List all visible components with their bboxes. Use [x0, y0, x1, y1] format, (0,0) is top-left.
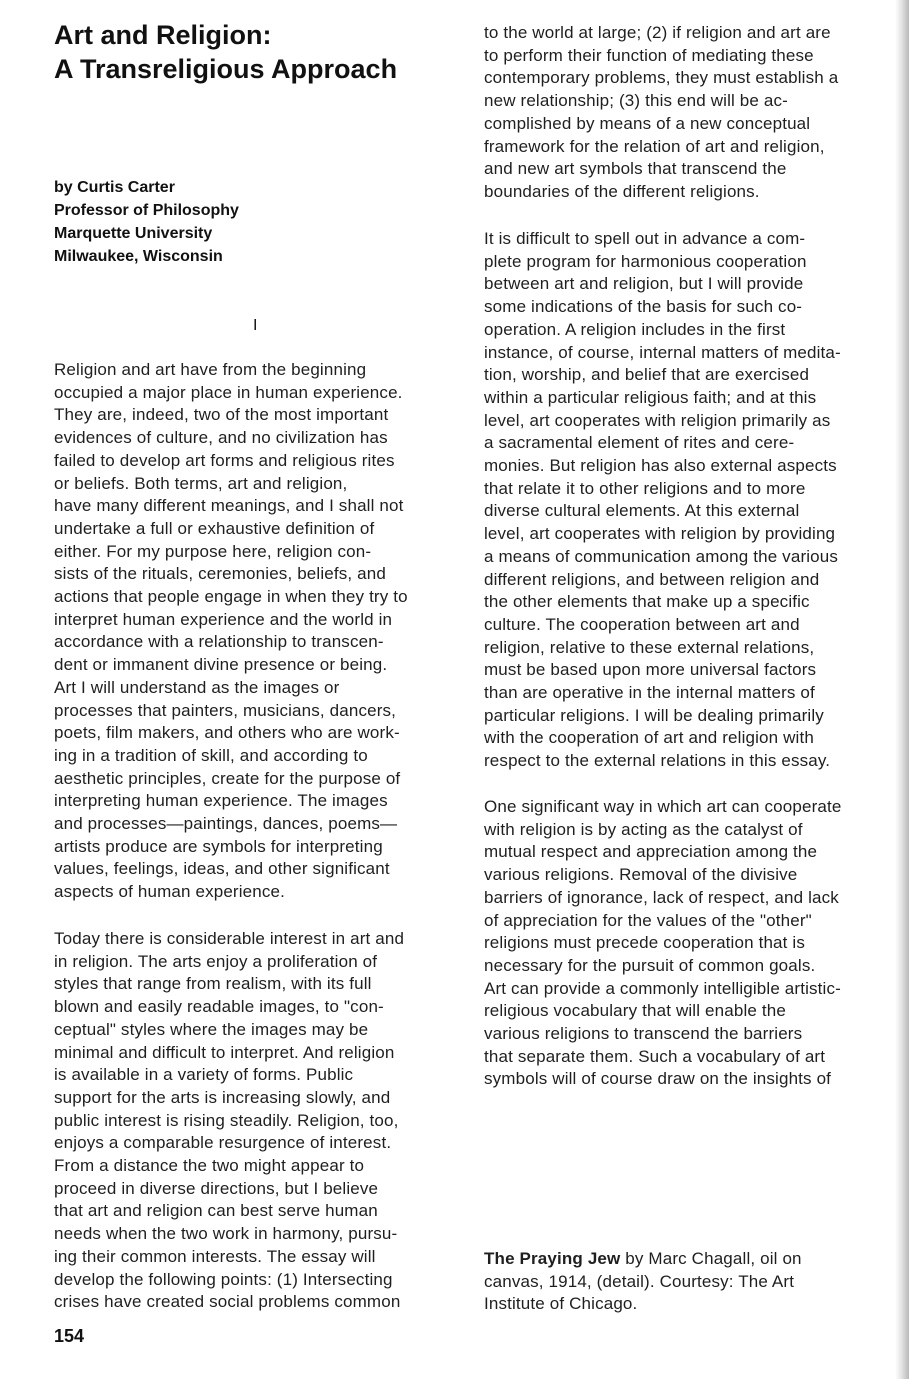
text-line: religions must precede cooperation that is: [484, 933, 805, 953]
text-line: accordance with a relationship to transcen-: [54, 632, 384, 652]
text-line: support for the arts is increasing slowly, and: [54, 1087, 391, 1107]
text-line: to perform their function of mediating these: [484, 45, 814, 65]
text-line: aspects of human experience.: [54, 882, 286, 902]
text-line: various religions. Removal of the divisive: [484, 865, 798, 885]
text-line: of appreciation for the values of the "other": [484, 910, 812, 930]
article-title: [54, 18, 454, 86]
text-line: level, art cooperates with religion by providing: [484, 524, 836, 544]
text-line: level, art cooperates with religion primarily as: [484, 410, 831, 430]
text-line: complished by means of a new conceptual: [484, 113, 811, 133]
text-line: It is difficult to spell out in advance a com-: [484, 229, 806, 248]
text-line: contemporary problems, they must establish a: [484, 68, 839, 88]
byline-institution: Marquette University: [54, 225, 213, 242]
text-line: occupied a major place in human experience.: [54, 382, 403, 402]
text-line: develop the following points: (1) Intersecting: [54, 1269, 393, 1289]
caption-work-title: The Praying Jew: [484, 1249, 621, 1268]
text-line: either. For my purpose here, religion con-: [54, 541, 372, 561]
page-number: 154: [54, 1326, 85, 1346]
text-line: instance, of course, internal matters of medita-: [484, 342, 841, 362]
text-line: within a particular religious faith; and at this: [484, 387, 817, 407]
text-line: operation. A religion includes in the first: [484, 319, 786, 339]
text-line: ing their common interests. The essay will: [54, 1246, 376, 1266]
text-line: minimal and difficult to interpret. And religion: [54, 1042, 395, 1062]
text-line: respect to the external relations in this essay.: [484, 751, 831, 771]
text-line: From a distance the two might appear to: [54, 1156, 365, 1176]
text-line: values, feelings, ideas, and other significant: [54, 859, 390, 879]
text-line: religious vocabulary that will enable the: [484, 1001, 786, 1021]
text-line: aesthetic principles, create for the purpose of: [54, 768, 401, 788]
left-paragraph-1: [54, 359, 464, 904]
text-line: new relationship; (3) this end will be ac-: [484, 91, 788, 111]
author-byline: [54, 176, 434, 268]
text-line: particular religions. I will be dealing primarily: [484, 705, 824, 725]
text-line: evidences of culture, and no civilization has: [54, 428, 388, 448]
text-line: barriers of ignorance, lack of respect, and lack: [484, 887, 839, 907]
text-line: that relate it to other religions and to more: [484, 478, 806, 498]
text-line: is available in a variety of forms. Public: [54, 1065, 354, 1085]
text-line: Religion and art have from the beginning: [54, 360, 367, 379]
title-line: A Transreligious Approach: [54, 54, 398, 84]
text-line: monies. But religion has also external aspects: [484, 456, 837, 476]
byline-position: Professor of Philosophy: [54, 202, 239, 219]
text-line: proceed in diverse directions, but I believe: [54, 1178, 379, 1198]
text-line: Today there is considerable interest in art and: [54, 929, 405, 948]
text-line: different religions, and between religion and: [484, 569, 820, 589]
text-line: blown and easily readable images, to "con-: [54, 997, 384, 1017]
text-line: ceptual" styles where the images may be: [54, 1019, 369, 1039]
text-line: than are operative in the internal matters of: [484, 683, 815, 703]
text-line: dent or immanent divine presence or being.: [54, 655, 388, 675]
text-line: framework for the relation of art and religion,: [484, 136, 825, 156]
text-line: have many different meanings, and I shall not: [54, 496, 404, 516]
text-line: interpret human experience and the world in: [54, 609, 393, 629]
text-line: Art I will understand as the images or: [54, 677, 340, 697]
text-line: styles that range from realism, with its full: [54, 974, 372, 994]
byline-author: by Curtis Carter: [54, 179, 175, 196]
text-line: culture. The cooperation between art and: [484, 614, 800, 634]
text-line: ing in a tradition of skill, and according to: [54, 745, 368, 765]
text-line: and processes—paintings, dances, poems—: [54, 814, 398, 834]
text-line: actions that people engage in when they try to: [54, 587, 408, 607]
figure-caption: [484, 1248, 864, 1316]
text-line: to the world at large; (2) if religion and art are: [484, 23, 831, 42]
text-line: plete program for harmonious cooperation: [484, 251, 807, 271]
title-line: Art and Religion:: [54, 20, 272, 50]
text-line: must be based upon more universal factors: [484, 660, 817, 680]
text-line: boundaries of the different religions.: [484, 181, 760, 201]
caption-line: Institute of Chicago.: [484, 1294, 638, 1314]
text-line: necessary for the pursuit of common goals.: [484, 955, 816, 975]
text-line: processes that painters, musicians, dancers,: [54, 700, 397, 720]
text-line: or beliefs. Both terms, art and religion,: [54, 473, 348, 493]
text-line: between art and religion, but I will provide: [484, 274, 804, 294]
text-line: tion, worship, and belief that are exercised: [484, 365, 810, 385]
text-line: a sacramental element of rites and cere-: [484, 433, 795, 453]
text-line: poets, film makers, and others who are work-: [54, 723, 400, 743]
text-line: crises have created social problems common: [54, 1292, 401, 1312]
text-line: that art and religion can best serve human: [54, 1201, 378, 1221]
text-line: interpreting human experience. The images: [54, 791, 388, 811]
caption-artist: by Marc Chagall, oil on: [620, 1249, 802, 1268]
text-line: diverse cultural elements. At this external: [484, 501, 800, 521]
text-line: public interest is rising steadily. Religion, too,: [54, 1110, 399, 1130]
text-line: and new art symbols that transcend the: [484, 159, 787, 179]
text-line: religion, relative to these external relations,: [484, 637, 815, 657]
text-line: needs when the two work in harmony, pursu-: [54, 1224, 398, 1244]
text-line: They are, indeed, two of the most important: [54, 405, 389, 425]
section-numeral: I: [253, 317, 258, 334]
text-line: some indications of the basis for such co-: [484, 297, 803, 317]
text-line: undertake a full or exhaustive definition of: [54, 518, 375, 538]
text-line: the other elements that make up a specific: [484, 592, 810, 612]
text-line: with religion is by acting as the catalyst of: [484, 819, 803, 839]
text-line: sists of the rituals, ceremonies, beliefs, and: [54, 564, 386, 584]
text-line: Art can provide a commonly intelligible artistic-: [484, 978, 841, 998]
caption-line: [484, 1248, 864, 1271]
right-paragraph-1: [484, 22, 894, 204]
text-line: enjoys a comparable resurgence of interest.: [54, 1133, 392, 1153]
text-line: a means of communication among the various: [484, 546, 839, 566]
text-line: in religion. The arts enjoy a proliferation of: [54, 951, 378, 971]
left-paragraph-2: [54, 928, 464, 1314]
text-line: One significant way in which art can cooperate: [484, 797, 842, 816]
text-line: artists produce are symbols for interpreting: [54, 836, 383, 856]
byline-location: Milwaukee, Wisconsin: [54, 248, 223, 265]
text-line: symbols will of course draw on the insights of: [484, 1069, 832, 1089]
text-line: with the cooperation of art and religion with: [484, 728, 814, 748]
text-line: that separate them. Such a vocabulary of art: [484, 1046, 826, 1066]
caption-line: canvas, 1914, (detail). Courtesy: The Art: [484, 1271, 795, 1291]
text-line: mutual respect and appreciation among the: [484, 842, 818, 862]
text-line: failed to develop art forms and religious rites: [54, 450, 395, 470]
page-binding-shadow: [895, 0, 909, 1379]
right-paragraph-2: [484, 228, 894, 773]
right-paragraph-3: [484, 796, 894, 1091]
text-line: various religions to transcend the barriers: [484, 1024, 803, 1044]
